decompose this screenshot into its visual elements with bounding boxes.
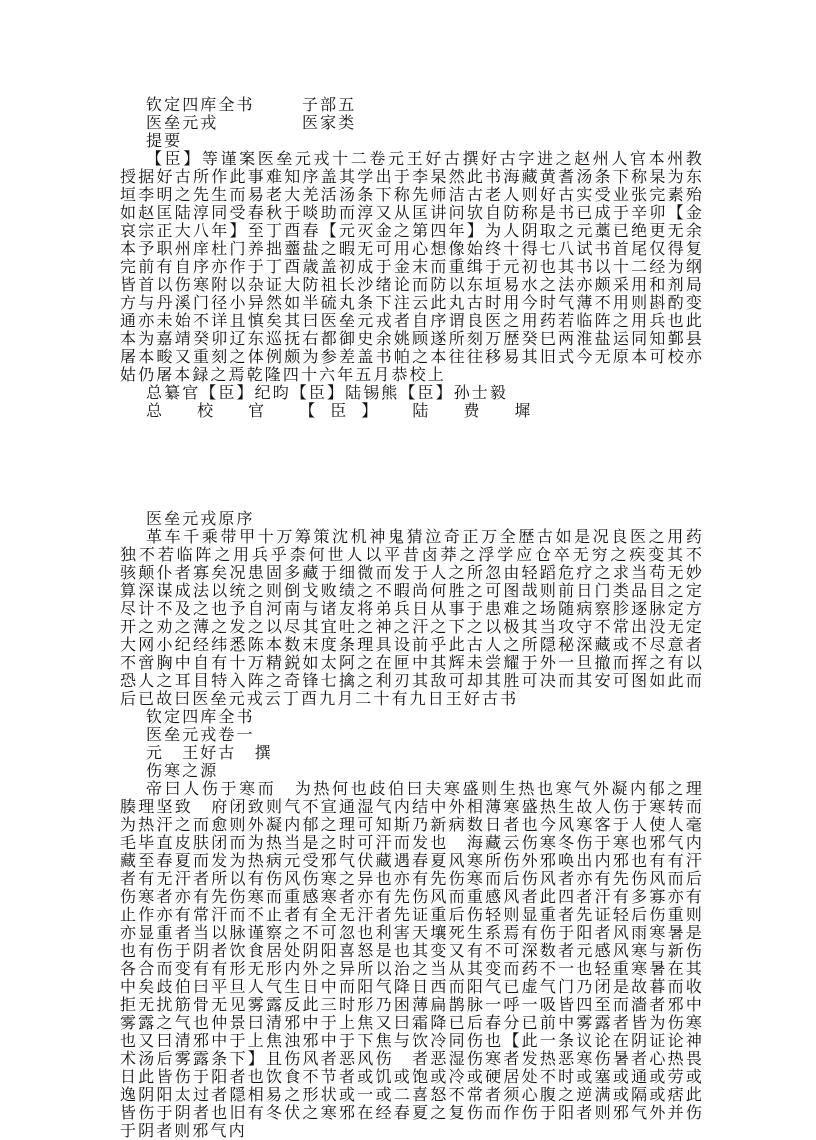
preface-title: 医垒元戎原序 [146,509,255,528]
chapter-paragraph [120,780,704,1140]
summary-paragraph [120,150,704,384]
credit-line-2: 总 校 官 【臣】 陆 费 墀 [146,401,546,420]
volume-author: 元 王好古 撰 [146,743,273,762]
page-gap [120,420,704,510]
book-title: 钦定四库全书 [146,95,255,114]
header-row-2 [120,114,704,132]
book-category: 子部五 [302,95,357,114]
work-title: 医垒元戎 [146,113,219,132]
preface-paragraph [120,527,723,708]
chapter-text: 帝曰人伤于寒而 为热何也歧伯曰夫寒盛则生热也寒气外凝内郁之理腠理坚致 府闭致则气不宣通湿气内结中外相薄寒盛热生故人伤于寒转而为热汗之而愈则外凝内郁之理可知斯乃新病数日者也今风寒客于人使人毫毛毕直皮肤闭而为热当是之时可汗而发也 海藏云伤寒冬伤于寒也邪气内藏至春夏而发为热病元受邪气伏藏遇春夏风寒所伤外邪唤出内邪也有有汗者有无汗者所以有伤风伤寒之异也亦有先伤寒而后伤风者亦有先伤风而后伤寒者亦有先伤寒而重感寒者亦有先伤风而重感风者此四者汗有多寡亦有止作亦有常汗而不止者有全无汗者先证重后伤轻则显重者先证轻后伤重则亦显重者当以脉谨察之不可忽也利害天壤死生系焉有伤于阳者风雨寒暑是也有伤于阴者饮食居处阴阳喜怒是也其变又有不可深数者元感风寒与新伤各合而变有有形无形内外之异所以治之当从其变而药不一也轻重寒暑在其中矣歧伯曰平旦人气生日中而阳气降日西而阳气已虚气门乃闭是故暮而收拒无扰筋骨无见雾露反此三时形乃困薄扁鹊脉一呼一吸皆四至而濇者邪中雾露之气也仲景曰清邪中于上焦又曰霜降已后春分已前中雾露者皆为伤寒也又曰清邪中于上焦浊邪中于下焦与饮冷同伤也【此一条议论在阴证论神术汤后雾露条下】且伤风者恶风伤 者恶湿伤寒者发热恶寒伤暑者心热畏日此皆伤于阳者也饮食不节者或饥或饱或冷或硬居处不时或塞或通或劳或逸阴阳太过者隠相易之形状或一或二喜怒不常者须心腹之逆满或隔或痞此皆伤于阴者也旧有冬伏之寒邪在经春夏之复伤而作伤于阳者则邪气外并伤于阴者则邪气内 [120,779,704,1140]
summary-text: 【臣】等谨案医垒元戎十二卷元王好古撰好古字进之赵州人官本州教授据好古所作此事难知序盖其学出于李杲然此书海藏黄耆汤条下称杲为东垣李明之先生而易老大羌活汤条下称先师洁古老人则好古实受业张完素殆如赵匡陆淳同受春秋于啖助而淳又从匡讲问欤自防称是书已成于辛卯【金哀宗正大八年】至丁酉春【元灭金之第四年】为人阴取之元藁已绝更无余本予职州庠杜门养拙虀盐之暇无可用心想像始终十得七八试书首尾仅得复完前有自序亦作于丁酉歳盖初成于金末而重缉于元初也其书以十二经为纲皆首以伤寒附以杂证大防祖长沙绪论而防以东垣易水之法亦颇采用和剂局方与丹溪门径小异然如半硫丸条下注云此丸古时用今时气薄不用则斟酌变通亦未始不详且慎矣其曰医垒元戎者自序谓良医之用药若临阵之用兵也此本为嘉靖癸卯辽东巡抚右都御史余姚顾遂所刻万歴癸巳两淮盐运同知鄞县屠本畯又重刻之体例颇为参差盖书帕之本往往移易其旧式今无原本可校亦姑仍屠本録之焉乾隆四十六年五月恭校上 [120,149,704,384]
credit-line-1: 总纂官【臣】纪昀【臣】陆锡熊【臣】孙士毅 [146,383,509,402]
volume-title: 医垒元戎卷一 [146,725,255,744]
work-category: 医家类 [302,113,357,132]
section-heading-summary: 提要 [146,131,183,150]
volume-book-title: 钦定四库全书 [146,707,255,726]
chapter-heading: 伤寒之源 [146,761,219,780]
header-row-1 [120,96,704,114]
document-page [120,95,723,1140]
preface-text: 革车千乘带甲十万筹策沈机神鬼猜泣奇正万全歴古如是况良医之用药独不若临阵之用兵乎柰何世人以平昔卤莽之浮学应仓卒无穷之疾变其不 骇颠仆者寡矣况患固多藏于细微而发于人之所忽由轻蹈危疗之求当苟无妙算深谋成法以统之则倒戈败绩之不暇尚何胜之可图哉则前日门类品目之定尽计不及之也予自河南与诸友将弟兵日从事于患难之场随病察胗逐脉定方开之劝之薄之发之以尽其宜吐之神之汗之下之以极其当攻守不常出没无定大网小纪经纬悉陈本数末度条理具设前乎此古人之所隠秘深藏或不尽意者不啻胸中自有十万精鋭如太阿之在匣中其辉未尝耀于外一旦撤而挥之有以恐人之耳目特入阵之奇锋七擒之利刃其敌可却其胜可决而其安可图如此而后已故曰医垒元戎云丁酉九月二十有九日王好古书 [120,527,723,708]
